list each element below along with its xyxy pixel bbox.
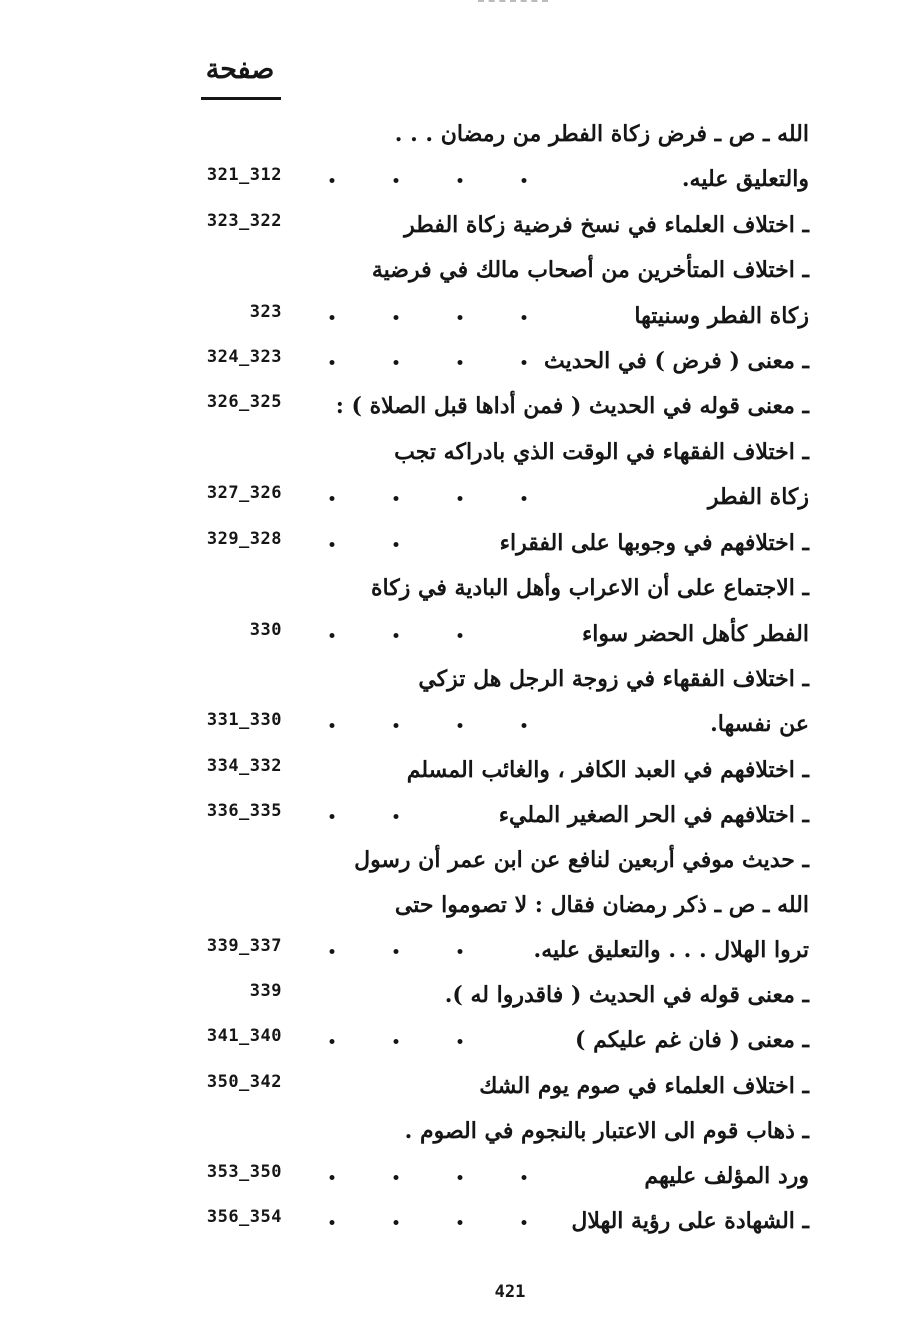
dot-leader — [300, 315, 536, 320]
toc-page-range: 356_354 — [206, 1207, 282, 1227]
toc-entry — [0, 339, 917, 383]
toc-entry-title: ـ اختلافهم في العبد الكافر ، والغائب المسلم — [406, 757, 809, 783]
dot-leader — [300, 496, 536, 501]
toc-entry — [0, 475, 917, 519]
toc-page-range: 334_332 — [206, 756, 282, 776]
toc-page-range: 323 — [249, 302, 282, 322]
toc-entry-title: ـ اختلاف العلماء في نسخ فرضية زكاة الفطر — [404, 212, 809, 238]
toc-entry-title: الله ـ ص ـ ذكر رمضان فقال : لا تصوموا حتى — [394, 892, 809, 918]
toc-page-range: 339_337 — [206, 936, 282, 956]
toc-entry-title: والتعليق عليه. — [681, 166, 809, 192]
toc-entry — [0, 430, 917, 474]
toc-page-range: 341_340 — [206, 1026, 282, 1046]
toc-entry — [0, 1199, 917, 1243]
toc-entry — [0, 112, 917, 156]
toc-entry — [0, 883, 917, 927]
page-number: 421 — [494, 1282, 526, 1302]
toc-entry — [0, 928, 917, 972]
page-column-heading: صفحة — [205, 54, 275, 85]
dot-leader — [300, 178, 536, 183]
toc-entry — [0, 973, 917, 1017]
toc-page-range: 321_312 — [206, 165, 282, 185]
toc-entry-title: زكاة الفطر — [707, 484, 809, 510]
dot-leader — [300, 1220, 536, 1225]
toc-page-range: 329_328 — [206, 529, 282, 549]
toc-page-range: 326_325 — [206, 392, 282, 412]
toc-entry — [0, 702, 917, 746]
toc-page-range: 330 — [249, 620, 282, 640]
toc-entry-title: ـ الاجتماع على أن الاعراب وأهل البادية في زكاة — [371, 575, 809, 601]
dot-leader — [300, 949, 464, 954]
toc-entry-title: ـ معنى قوله في الحديث ( فمن أداها قبل الصلاة ) : — [335, 393, 809, 419]
toc-entry-title: ـ معنى ( فرض ) في الحديث — [544, 348, 809, 374]
toc-entry-title: الفطر كأهل الحضر سواء — [581, 621, 809, 647]
toc-entry-title: ـ اختلاف المتأخرين من أصحاب مالك في فرضية — [371, 257, 809, 283]
toc-entry-title: ـ معنى قوله في الحديث ( فاقدروا له ). — [444, 982, 809, 1008]
toc-entry-title: الله ـ ص ـ فرض زكاة الفطر من رمضان . . . — [394, 121, 809, 147]
dot-leader — [300, 1039, 464, 1044]
toc-entry-title: ـ اختلافهم في وجوبها على الفقراء — [499, 530, 809, 556]
toc-entry — [0, 203, 917, 247]
scan-edge-mark — [478, 0, 548, 5]
toc-entry-title: ـ اختلاف الفقهاء في الوقت الذي بادراكه تجب — [394, 439, 809, 465]
dot-leader — [300, 542, 408, 547]
toc-entry-title: تروا الهلال . . . والتعليق عليه. — [533, 937, 809, 963]
toc-entry-title: ـ ذهاب قوم الى الاعتبار بالنجوم في الصوم . — [404, 1118, 809, 1144]
toc-page-range: 324_323 — [206, 347, 282, 367]
toc-entry — [0, 248, 917, 292]
toc-entry-title: ـ حديث موفي أربعين لنافع عن ابن عمر أن رسول — [354, 847, 809, 873]
toc-entry — [0, 1109, 917, 1153]
dot-leader — [300, 633, 464, 638]
toc-entry — [0, 612, 917, 656]
toc-page-range: 323_322 — [206, 211, 282, 231]
toc-entry — [0, 566, 917, 610]
toc-entry-title: ـ معنى ( فان غم عليكم ) — [575, 1027, 809, 1053]
toc-entry-title: ـ اختلاف الفقهاء في زوجة الرجل هل تزكي — [418, 666, 809, 692]
toc-entry — [0, 793, 917, 837]
toc-entry — [0, 838, 917, 882]
toc-entry — [0, 157, 917, 201]
toc-entry — [0, 1064, 917, 1108]
toc-page-range: 336_335 — [206, 801, 282, 821]
toc-page-range: 353_350 — [206, 1162, 282, 1182]
toc-entry-title: ـ اختلاف العلماء في صوم يوم الشك — [479, 1073, 809, 1099]
dot-leader — [300, 723, 536, 728]
dot-leader — [300, 814, 408, 819]
toc-entry — [0, 748, 917, 792]
toc-entry-title: زكاة الفطر وسنيتها — [634, 303, 809, 329]
toc-entry — [0, 1018, 917, 1062]
toc-entry — [0, 657, 917, 701]
toc-page-range: 339 — [249, 981, 282, 1001]
toc-entry-title: ـ اختلافهم في الحر الصغير المليء — [498, 802, 809, 828]
toc-page-range: 327_326 — [206, 483, 282, 503]
toc-entry-title: ـ الشهادة على رؤية الهلال — [571, 1208, 809, 1234]
toc-entry — [0, 1154, 917, 1198]
heading-underline — [201, 97, 281, 100]
toc-entry — [0, 521, 917, 565]
toc-entry — [0, 384, 917, 428]
toc-page-range: 350_342 — [206, 1072, 282, 1092]
dot-leader — [300, 360, 536, 365]
toc-entry-title: عن نفسها. — [710, 711, 809, 737]
toc-entry-title: ورد المؤلف عليهم — [644, 1163, 809, 1189]
toc-page-range: 331_330 — [206, 710, 282, 730]
toc-entry — [0, 294, 917, 338]
dot-leader — [300, 1175, 536, 1180]
